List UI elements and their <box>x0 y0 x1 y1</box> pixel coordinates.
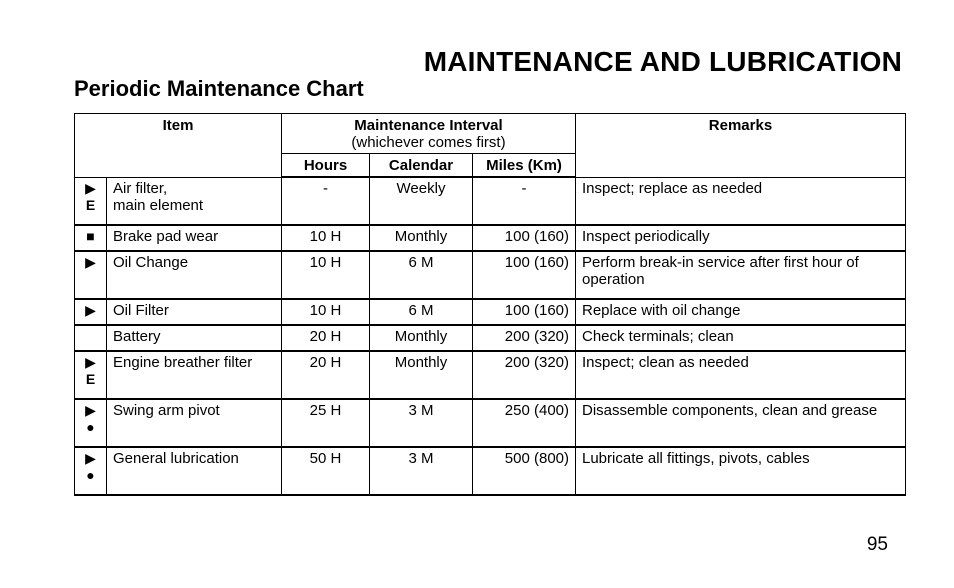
remarks-cell: Inspect; clean as needed <box>576 351 906 399</box>
table-row <box>75 299 906 325</box>
maintenance-table <box>74 113 906 496</box>
hours-cell: 50 H <box>282 447 370 495</box>
dot-icon: ● <box>86 467 95 483</box>
hours-cell: 10 H <box>282 299 370 325</box>
remarks-cell: Check terminals; clean <box>576 325 906 351</box>
calendar-cell: 6 M <box>370 299 473 325</box>
symbol-cell <box>75 351 107 399</box>
remarks-cell: Lubricate all fittings, pivots, cables <box>576 447 906 495</box>
item-cell <box>107 177 282 225</box>
calendar-cell: Monthly <box>370 351 473 399</box>
header-calendar: Calendar <box>370 154 473 178</box>
symbol-cell <box>75 177 107 225</box>
header-remarks: Remarks <box>576 114 906 178</box>
table-row <box>75 225 906 251</box>
calendar-cell: Monthly <box>370 325 473 351</box>
symbol-e: E <box>85 196 96 213</box>
arrow-icon: ▶ <box>85 254 96 270</box>
calendar-cell: Monthly <box>370 225 473 251</box>
remarks-cell: Inspect; replace as needed <box>576 177 906 225</box>
header-interval <box>282 114 576 154</box>
item-cell: Engine breather filter <box>107 351 282 399</box>
remarks-cell: Perform break-in service after first hour of operation <box>576 251 906 299</box>
item-cell: Swing arm pivot <box>107 399 282 447</box>
hours-cell: 10 H <box>282 225 370 251</box>
item-label-line2: main element <box>113 196 204 214</box>
calendar-cell: 6 M <box>370 251 473 299</box>
miles-cell: 100 (160) <box>473 225 576 251</box>
miles-cell: 200 (320) <box>473 351 576 399</box>
item-cell: Oil Change <box>107 251 282 299</box>
hours-cell: 25 H <box>282 399 370 447</box>
symbol-cell <box>75 251 107 299</box>
item-cell: Oil Filter <box>107 299 282 325</box>
symbol-cell <box>75 299 107 325</box>
miles-cell: 250 (400) <box>473 399 576 447</box>
section-title: MAINTENANCE AND LUBRICATION <box>423 46 902 77</box>
miles-cell: - <box>473 177 576 225</box>
page-number: 95 <box>866 534 888 555</box>
miles-cell: 100 (160) <box>473 251 576 299</box>
header-item: Item <box>75 114 282 178</box>
symbol-cell <box>75 399 107 447</box>
arrow-icon: ▶ <box>85 354 96 370</box>
table-row <box>75 325 906 351</box>
calendar-cell: 3 M <box>370 399 473 447</box>
arrow-icon: ▶ <box>85 179 96 196</box>
arrow-icon: ▶ <box>85 402 96 418</box>
dot-icon: ● <box>86 419 95 435</box>
hours-cell: 20 H <box>282 325 370 351</box>
remarks-cell: Replace with oil change <box>576 299 906 325</box>
miles-cell: 200 (320) <box>473 325 576 351</box>
header-interval-label: Maintenance Interval <box>354 117 503 134</box>
symbol-cell <box>75 447 107 495</box>
hours-cell: - <box>282 177 370 225</box>
table-row <box>75 447 906 495</box>
calendar-cell: 3 M <box>370 447 473 495</box>
arrow-icon: ▶ <box>85 302 96 318</box>
arrow-icon: ▶ <box>85 450 96 466</box>
miles-cell: 100 (160) <box>473 299 576 325</box>
table-row <box>75 251 906 299</box>
symbol-cell <box>75 325 107 351</box>
item-cell: General lubrication <box>107 447 282 495</box>
header-interval-note: (whichever comes first) <box>351 134 506 151</box>
hours-cell: 10 H <box>282 251 370 299</box>
symbol-cell <box>75 225 107 251</box>
item-label: Air filter, <box>113 179 168 197</box>
header-hours: Hours <box>282 154 370 178</box>
table-row <box>75 351 906 399</box>
item-cell: Battery <box>107 325 282 351</box>
symbol-e: E <box>85 371 96 387</box>
header-miles: Miles (Km) <box>473 154 576 178</box>
chart-title: Periodic Maintenance Chart <box>74 76 364 101</box>
miles-cell: 500 (800) <box>473 447 576 495</box>
table-row <box>75 399 906 447</box>
square-icon: ■ <box>86 228 95 244</box>
table-row <box>75 177 906 225</box>
item-cell: Brake pad wear <box>107 225 282 251</box>
calendar-cell: Weekly <box>370 177 473 225</box>
remarks-cell: Inspect periodically <box>576 225 906 251</box>
hours-cell: 20 H <box>282 351 370 399</box>
remarks-cell: Disassemble components, clean and grease <box>576 399 906 447</box>
